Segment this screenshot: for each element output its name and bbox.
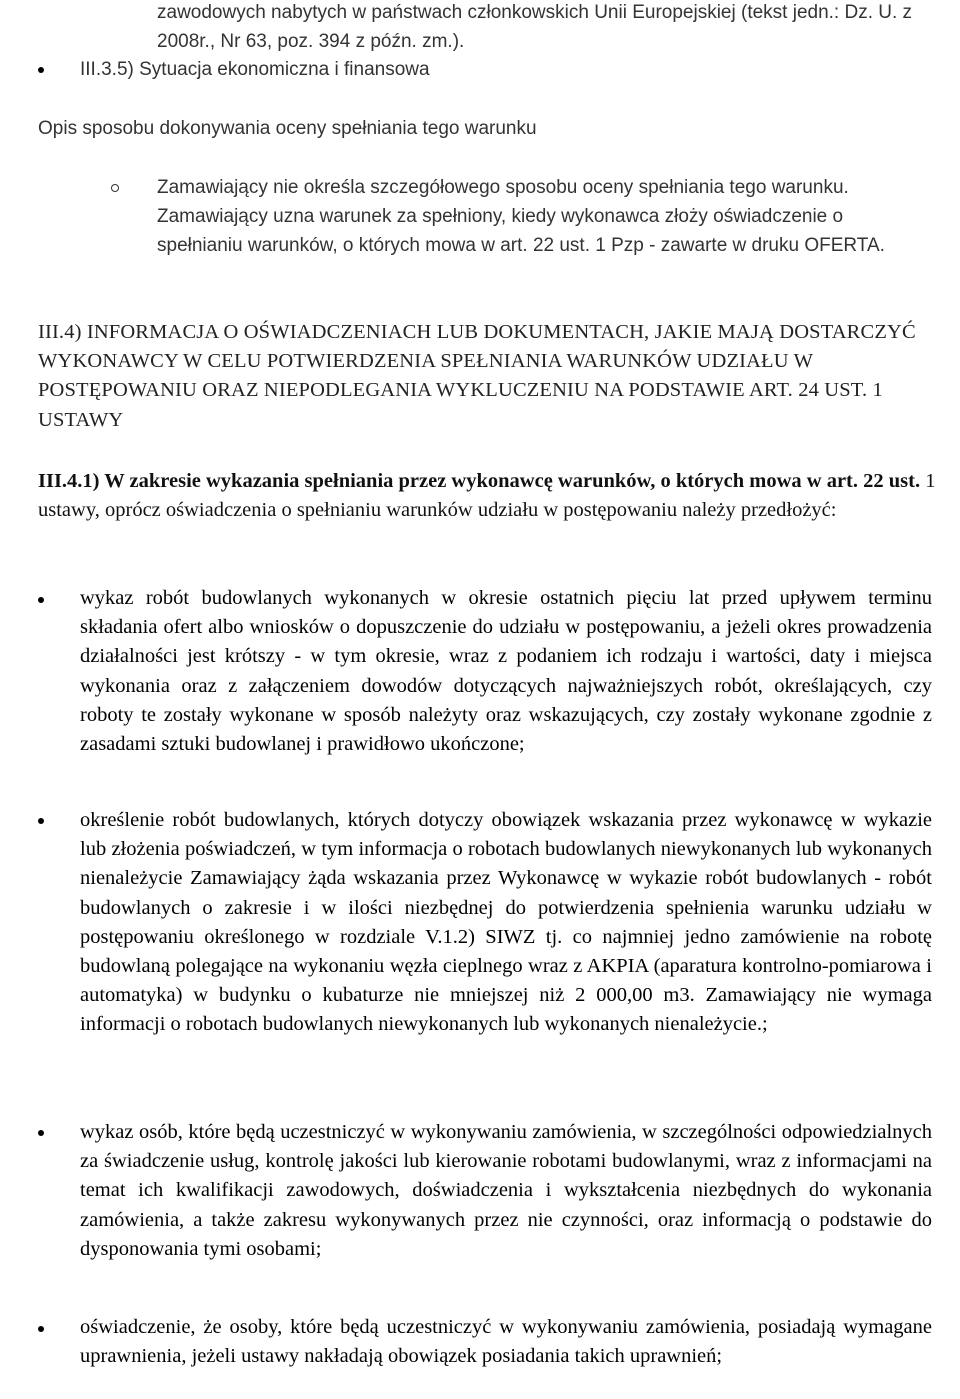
bullet-icon xyxy=(38,1326,44,1332)
heading-normal-part: 1 ustawy, oprócz oświadczenia o spełnianiu warunków udziału w postępowaniu należy przedłożyć: xyxy=(38,470,936,522)
section-heading-iii-3-5: III.3.5) Sytuacja ekonomiczna i finansowa xyxy=(80,59,430,80)
section-heading-iii-4: III.4) INFORMACJA O OŚWIADCZENIACH LUB DOKUMENTACH, JAKIE MAJĄ DOSTARCZYĆ WYKONAWCY W CELU POTWIERDZENIA SPEŁNIANIA WARUNKÓW UDZIAŁU W POSTĘPOWANIU ORAZ NIEPODLEGANIA WYKLUCZENIU NA PODSTAWIE ART. 24 UST. 1 USTAWY xyxy=(38,321,916,431)
opis-label: Opis sposobu dokonywania oceny spełniania tego warunku xyxy=(38,118,537,139)
list-item: wykaz robót budowlanych wykonanych w okresie ostatnich pięciu lat przed upływem terminu składania ofert albo wniosków o dopuszczenie do udziału w postępowaniu, a jeżeli okres prowadzenia działalności jest krótszy - w tym okresie, wraz z podaniem ich rodzaju i wartości, daty i miejsca wykonania oraz z załączeniem dowodów dotyczących najważniejszych robót, określających, czy roboty te zostały wykonane w sposób należyty oraz wskazujących, czy zostały wykonane zgodnie z zasadami sztuki budowlanej i prawidłowo ukończone; xyxy=(80,587,932,756)
sub-list-item: Zamawiający nie określa szczegółowego sposobu oceny spełniania tego warunku. Zamawiający uzna warunek za spełniony, kiedy wykonawca złoży oświadczenie o spełnianiu warunków, o których mowa w art. 22 ust. 1 Pzp - zawarte w druku OFERTA. xyxy=(157,177,885,256)
bullet-icon xyxy=(38,1130,44,1136)
circle-bullet-icon xyxy=(111,184,119,192)
intro-continuation-text: zawodowych nabytych w państwach członkowskich Unii Europejskiej (tekst jedn.: Dz. U. z 2008r., Nr 63, poz. 394 z późn. zm.). xyxy=(157,2,913,52)
section-heading-iii-4-1 xyxy=(38,467,950,525)
bullet-icon xyxy=(38,597,44,603)
heading-bold-part: III.4.1) W zakresie wykazania spełniania przez wykonawcę warunków, o których mowa w art. 22 ust. xyxy=(38,470,921,492)
list-item: określenie robót budowlanych, których dotyczy obowiązek wskazania przez wykonawcę w wykazie lub złożenia poświadczeń, w tym informacja o robotach budowlanych niewykonanych lub wykonanych nienależycie Zamawiający żąda wskazania przez Wykonawcę w wykazie robót budowlanych - robót budowlanych o zakresie i w ilości niezbędnej do potwierdzenia spełnienia warunku udziału w postępowaniu określonego w rozdziale V.1.2) SIWZ tj. co najmniej jedno zamówienie na robotę budowlaną polegające na wykonaniu węzła cieplnego wraz z AKPIA (aparatura kontrolno-pomiarowa i automatyka) w budynku o kubaturze nie mniejszej niż 2 000,00 m3. Zamawiający nie wymaga informacji o robotach budowlanych niewykonanych lub wykonanych nienależycie.; xyxy=(80,809,932,1036)
bullet-icon xyxy=(38,818,44,824)
bullet-icon xyxy=(38,67,44,73)
list-item: wykaz osób, które będą uczestniczyć w wykonywaniu zamówienia, w szczególności odpowiedzialnych za świadczenie usług, kontrolę jakości lub kierowanie robotami budowlanymi, wraz z informacjami na temat ich kwalifikacji zawodowych, doświadczenia i wykształcenia niezbędnych do wykonania zamówienia, a także zakresu wykonywanych przez nie czynności, oraz informacją o podstawie do dysponowania tymi osobami; xyxy=(80,1121,932,1260)
list-item: oświadczenie, że osoby, które będą uczestniczyć w wykonywaniu zamówienia, posiadają wymagane uprawnienia, jeżeli ustawy nakładają obowiązek posiadania takich uprawnień; xyxy=(80,1316,932,1368)
